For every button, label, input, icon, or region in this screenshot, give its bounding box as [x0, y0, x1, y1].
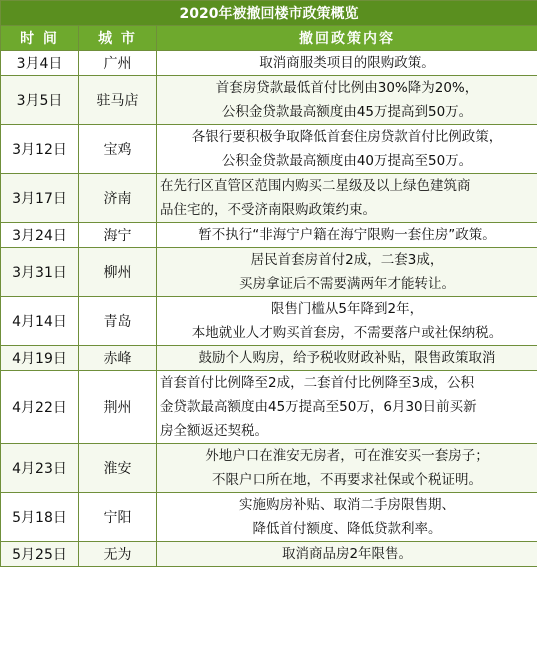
row-city: 驻马店: [79, 76, 157, 125]
table-title-row: [1, 1, 537, 26]
table-row: [1, 174, 537, 223]
row-policy: [157, 76, 537, 125]
policy-line: 本地就业人才购买首套房，不需要落户或社保纳税。: [191, 325, 503, 341]
policy-line: 首套首付比例降至2成，二套首付比例降至3成，公积: [160, 375, 475, 391]
row-date: 4月14日: [1, 297, 79, 346]
row-city: 宁阳: [79, 493, 157, 542]
policy-line: 金贷款最高额度由45万提高至50万，6月30日前买新: [160, 399, 477, 415]
row-city: 赤峰: [79, 346, 157, 371]
policy-line: 取消商品房2年限售。: [281, 546, 413, 562]
header-policy: 撤回政策内容: [157, 26, 537, 51]
row-policy: [157, 174, 537, 223]
row-city: 青岛: [79, 297, 157, 346]
header-city: 城 市: [79, 26, 157, 51]
policy-line: 降低首付额度、降低贷款利率。: [252, 521, 442, 537]
row-policy: [157, 51, 537, 76]
row-date: 5月18日: [1, 493, 79, 542]
policy-line: 公积金贷款最高额度由45万提高到50万。: [221, 104, 473, 120]
policy-line: 限售门槛从5年降到2年，: [270, 301, 424, 317]
row-policy: [157, 493, 537, 542]
policy-line: 外地户口在淮安无房者，可在淮安买一套房子；: [205, 448, 489, 464]
policy-line: 公积金贷款最高额度由40万提高至50万。: [221, 153, 473, 169]
policy-line: 各银行要积极争取降低首套住房贷款首付比例政策，: [191, 129, 503, 145]
policy-line: 在先行区直管区范围内购买二星级及以上绿色建筑商: [160, 178, 471, 194]
table-row: [1, 125, 537, 174]
row-date: 3月24日: [1, 223, 79, 248]
policy-line: 实施购房补贴、取消二手房限售期、: [239, 497, 455, 513]
row-date: 3月17日: [1, 174, 79, 223]
table-row: [1, 76, 537, 125]
row-policy: [157, 542, 537, 567]
table-row: [1, 51, 537, 76]
table-row: [1, 248, 537, 297]
row-city: 柳州: [79, 248, 157, 297]
policy-line: 房全额返还契税。: [160, 423, 268, 439]
policy-line: 鼓励个人购房，给予税收财政补贴，限售政策取消: [198, 350, 496, 366]
row-date: 3月5日: [1, 76, 79, 125]
policy-line: 取消商服类项目的限购政策。: [259, 55, 435, 71]
row-policy: [157, 297, 537, 346]
row-date: 4月22日: [1, 371, 79, 444]
row-date: 5月25日: [1, 542, 79, 567]
row-city: 无为: [79, 542, 157, 567]
row-city: 宝鸡: [79, 125, 157, 174]
table-row: [1, 542, 537, 567]
table-row: [1, 297, 537, 346]
policy-line: 品住宅的，不受济南限购政策约束。: [160, 202, 376, 218]
row-date: 4月23日: [1, 444, 79, 493]
row-date: 3月12日: [1, 125, 79, 174]
policy-line: 不限户口所在地，不再要求社保或个税证明。: [212, 472, 482, 488]
row-policy: [157, 346, 537, 371]
row-city: 济南: [79, 174, 157, 223]
row-city: 海宁: [79, 223, 157, 248]
policy-line: 买房拿证后不需要满两年才能转让。: [239, 276, 455, 292]
row-date: 3月31日: [1, 248, 79, 297]
row-policy: [157, 248, 537, 297]
policy-line: 居民首套房首付2成，二套3成，: [250, 252, 444, 268]
row-date: 3月4日: [1, 51, 79, 76]
row-date: 4月19日: [1, 346, 79, 371]
table-row: [1, 346, 537, 371]
row-policy: [157, 371, 537, 444]
policy-line: 暂不执行“非海宁户籍在海宁限购一套住房”政策。: [198, 227, 496, 243]
row-city: 广州: [79, 51, 157, 76]
table-row: [1, 444, 537, 493]
table-row: [1, 371, 537, 444]
table-row: [1, 223, 537, 248]
header-date: 时 间: [1, 26, 79, 51]
policy-line: 首套房贷款最低首付比例由30%降为20%，: [215, 80, 479, 96]
row-city: 荆州: [79, 371, 157, 444]
table-header-row: [1, 26, 537, 51]
row-policy: [157, 444, 537, 493]
row-policy: [157, 125, 537, 174]
table-title: 2020年被撤回楼市政策概览: [1, 1, 537, 26]
row-policy: [157, 223, 537, 248]
table-row: [1, 493, 537, 542]
row-city: 淮安: [79, 444, 157, 493]
